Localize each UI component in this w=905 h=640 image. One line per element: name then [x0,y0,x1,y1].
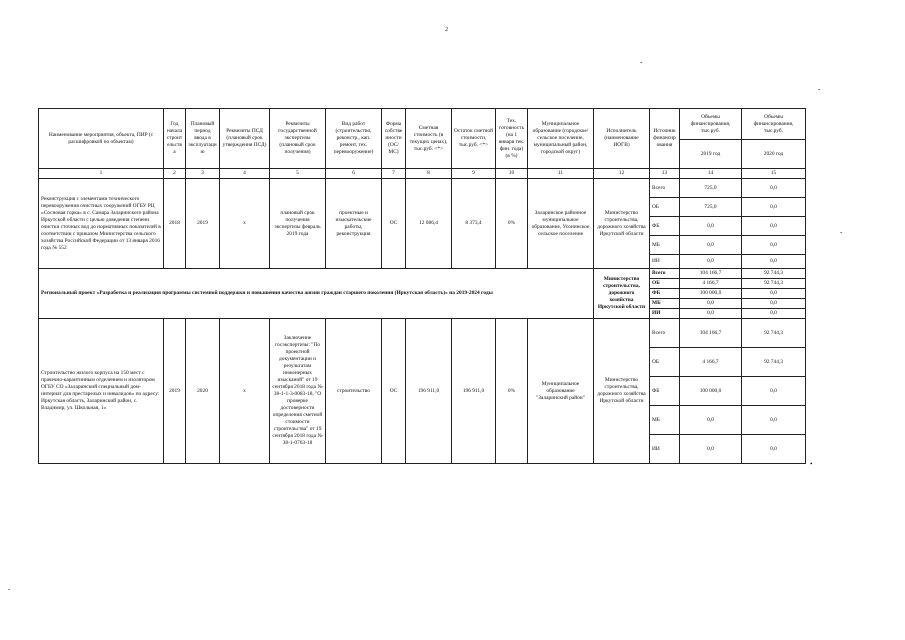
funding-source: ИИ [650,435,680,464]
header-cell: Реквизиты ПСД (плановый срок утверждения ПСД) [220,109,270,169]
header-cell: Муниципальное образование (городское/сельское поселение, муниципальный район, городской округ) [528,109,594,169]
stray-mark: • [810,460,813,468]
header-cell: Исполнитель (наименование ИОГВ) [594,109,650,169]
header-cell: Объемы финансирования, тыс.руб. [742,109,806,140]
column-number: 8 [406,169,452,179]
cost-cell: 196 911,0 [406,319,452,464]
funding-source: МБ [650,236,680,255]
funding-source: ФБ [650,217,680,236]
header-row [39,109,806,140]
commission-cell: 2020 [186,319,220,464]
funding-source: ИИ [650,255,680,269]
column-number: 11 [528,169,594,179]
column-number: 7 [382,169,406,179]
ownership-cell: ОС [382,319,406,464]
column-number: 6 [326,169,382,179]
funding-2020: 0,0 [742,377,806,406]
remaining-cell: 8 373,4 [452,179,496,269]
psd-cell: x [220,319,270,464]
funding-2019: 4 166,7 [680,279,742,289]
funding-2020: 0,0 [742,198,806,217]
header-cell: Объемы финансирования, тыс.руб. [680,109,742,140]
cost-cell: 12 086,4 [406,179,452,269]
table-row [39,319,806,348]
column-number: 3 [186,169,220,179]
funding-2020: 0,0 [742,236,806,255]
column-number: 15 [742,169,806,179]
funding-source: Всего [650,269,680,279]
start-year-cell: 2018 [164,179,186,269]
funding-2020: 92 744,3 [742,279,806,289]
funding-source: МБ [650,299,680,309]
column-number: 12 [594,169,650,179]
funding-2019: 0,0 [680,299,742,309]
stray-mark: - [818,85,821,93]
header-cell: Остаток сметной стоимости, тыс.руб. <*> [452,109,496,169]
funding-2019: 0,0 [680,406,742,435]
header-cell: Сметная стоимость (в текущих ценах), тыс.руб. <*> [406,109,452,169]
header-cell: Реквизиты государственной экспертизы (плановый срок получения) [270,109,326,169]
executor-cell: Министерство строительства, дорожного хозяйства Иркутской области [594,179,650,269]
commission-cell: 2019 [186,179,220,269]
work-type-cell: строительство [326,319,382,464]
municipality-cell: Заларинское районное муниципальное образование, Усонинское сельское поселение [528,179,594,269]
funding-2019: 0,0 [680,435,742,464]
executor-cell: Министерство строительства, дорожного хозяйства Иркутской области [594,319,650,464]
header-cell: Тех. готовность (на 1 января тек. фин. года) (в %) [496,109,528,169]
page-number: 2 [445,27,448,33]
funding-2020: 0,0 [742,299,806,309]
stray-mark: - [8,585,11,593]
readiness-cell: 0% [496,179,528,269]
column-number: 1 [39,169,164,179]
column-number: 14 [680,169,742,179]
column-number: 2 [164,169,186,179]
funding-2019: 4 166,7 [680,348,742,377]
funding-source: ФБ [650,289,680,299]
funding-2020: 0,0 [742,435,806,464]
funding-source: Всего [650,179,680,198]
project-row [39,269,806,279]
object-name-cell: Строительство жилого корпуса на 150 мест с прачечно-карантинным отделением и изолятором ОГБУ СО «Заларинский специальный дом-интернат для престарелых и инвалидов» по адресу: Иркутская область, Заларинский район, с. Владимир, ул. Школьная, 1» [39,319,164,464]
header-cell: Вид работ (строительство, реконстр., кап. ремонт, тех. перевооружение) [326,109,382,169]
object-name-cell: Реконструкция с элементами технического перевооружения очистных сооружений ОГБУ РЦ «Сосновая горка» в с. Самара Заларинского района Иркутской области с целью доведения степени очистки сточных вод до нормативных показателей в соответствии с приказом Министерства сельского хозяйства Российской Федерации от 13 января 2016 года № 552 [39,179,164,269]
funding-source: МБ [650,406,680,435]
funding-2020: 0,0 [742,406,806,435]
stray-mark: - [840,228,843,236]
funding-source: ФБ [650,377,680,406]
funding-source: Всего [650,319,680,348]
funding-2019: 725,0 [680,198,742,217]
remaining-cell: 196 911,0 [452,319,496,464]
column-number: 4 [220,169,270,179]
investment-table [38,108,806,464]
column-number-row [39,169,806,179]
funding-2020: 0,0 [742,217,806,236]
funding-2019: 104 166,7 [680,319,742,348]
column-number: 9 [452,169,496,179]
funding-2020: 0,0 [742,309,806,319]
funding-2020: 92 744,3 [742,269,806,279]
header-cell: Источник финансирования [650,109,680,169]
funding-2019: 725,0 [680,179,742,198]
table-row [39,179,806,198]
header-cell: Форма собственности (ОС/МС) [382,109,406,169]
year-cell: 2020 год [742,140,806,169]
column-number: 10 [496,169,528,179]
funding-2020: 0,0 [742,179,806,198]
funding-2019: 0,0 [680,236,742,255]
year-cell: 2019 год [680,140,742,169]
funding-source: ОБ [650,348,680,377]
funding-2020: 92 744,3 [742,319,806,348]
column-number: 13 [650,169,680,179]
column-number: 5 [270,169,326,179]
ownership-cell: ОС [382,179,406,269]
readiness-cell: 0% [496,319,528,464]
header-cell: Наименование мероприятия, объекта, ПИР (с расшифровкой по объектам) [39,109,164,169]
stray-mark: - [640,58,643,66]
municipality-cell: Муниципальное образование "Заларинский район" [528,319,594,464]
funding-2019: 100 000,0 [680,289,742,299]
project-executor: Министерство строительства, дорожного хозяйства Иркутской области [594,269,650,319]
funding-2019: 0,0 [680,217,742,236]
psd-cell: x [220,179,270,269]
header-cell: Плановый период ввода в эксплуатацию [186,109,220,169]
funding-2019: 0,0 [680,309,742,319]
funding-2019: 104 166,7 [680,269,742,279]
funding-2019: 100 000,0 [680,377,742,406]
expertise-cell: Заключение госэкспертизы: "По проектной документации и результатам инженерных изысканий" от 19 сентября 2018 года № 38-1-1-3-0083-18, "О проверке достоверности определения сметной стоимости строительства" от 19 сентября 2018 года № 38-1-0763-18 [270,319,326,464]
funding-source: ИИ [650,309,680,319]
funding-2019: 0,0 [680,255,742,269]
funding-2020: 92 744,3 [742,348,806,377]
funding-2020: 0,0 [742,255,806,269]
funding-source: ОБ [650,198,680,217]
header-cell: Год начала строительства [164,109,186,169]
start-year-cell: 2019 [164,319,186,464]
work-type-cell: проектные и изыскательские работы, реконструкция [326,179,382,269]
funding-source: ОБ [650,279,680,289]
funding-2020: 0,0 [742,289,806,299]
expertise-cell: плановый срок получения экспертизы февраль 2019 года [270,179,326,269]
project-title: Региональный проект «Разработка и реализация программы системной поддержки и повышения качества жизни граждан старшего поколения (Иркутская область)» на 2019-2024 годы [39,269,594,319]
